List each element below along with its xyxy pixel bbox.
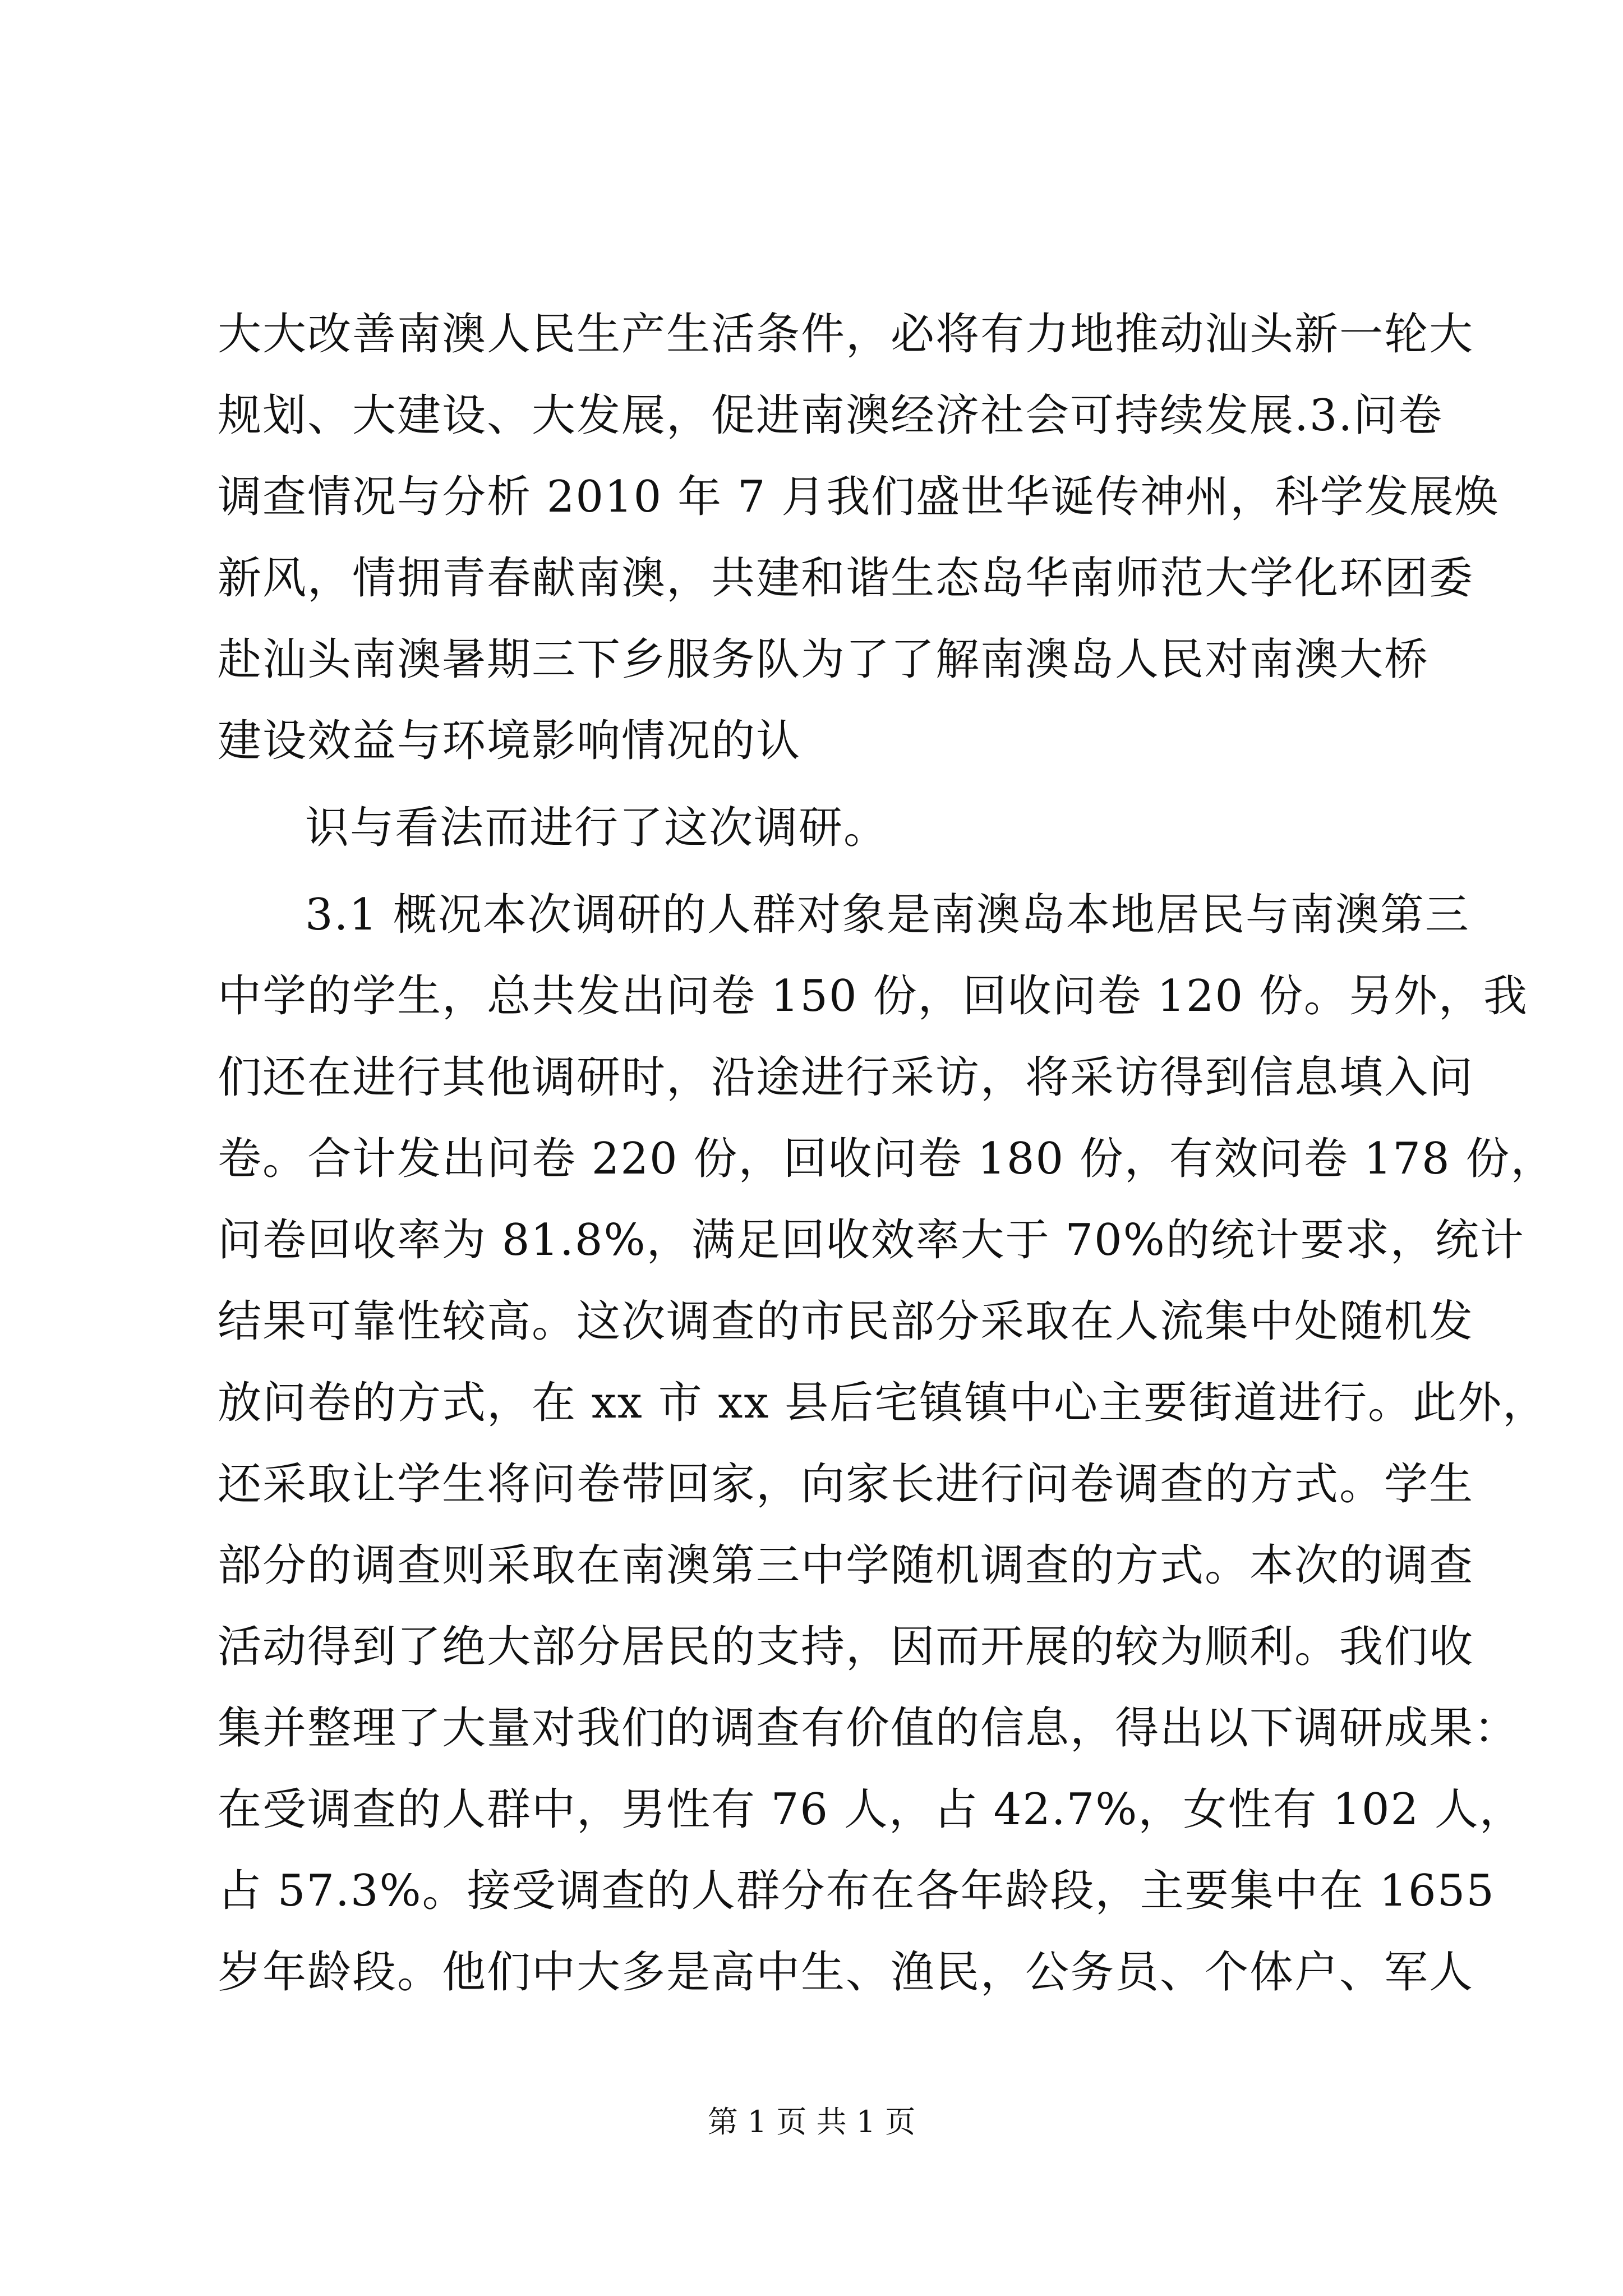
text-line: 结果可靠性较高。这次调查的市民部分采取在人流集中处随机发	[218, 1296, 1474, 1347]
text-line: 集并整理了大量对我们的调查有价值的信息，得出以下调研成果：	[218, 1703, 1519, 1754]
text-line: 岁年龄段。他们中大多是高中生、渔民，公务员、个体户、军人	[218, 1947, 1474, 1998]
text-line: 占 57.3%。接受调查的人群分布在各年龄段，主要集中在 1655	[218, 1866, 1495, 1916]
text-line: 卷。合计发出问卷 220 份，回收问卷 180 份，有效问卷 178 份，	[218, 1134, 1556, 1184]
text-line: 新风，情拥青春献南澳，共建和谐生态岛华南师范大学化环团委	[218, 553, 1474, 604]
text-line: 还采取让学生将问卷带回家，向家长进行问卷调查的方式。学生	[218, 1459, 1474, 1510]
text-line: 在受调查的人群中，男性有 76 人，占 42.7%，女性有 102 人，	[218, 1784, 1524, 1835]
paragraph-first-line: 3.1 概况本次调研的人群对象是南澳岛本地居民与南澳第三	[305, 890, 1470, 940]
text-line: 放问卷的方式，在 xx 市 xx 县后宅镇镇中心主要街道进行。此外，	[218, 1378, 1548, 1428]
page-footer: 第 1 页 共 1 页	[707, 2104, 916, 2139]
text-line: 中学的学生，总共发出问卷 150 份，回收问卷 120 份。另外，我	[218, 971, 1528, 1022]
text-line: 建设效益与环境影响情况的认	[218, 716, 801, 766]
text-line: 部分的调查则采取在南澳第三中学随机调查的方式。本次的调查	[218, 1540, 1474, 1591]
text-line: 规划、大建设、大发展，促进南澳经济社会可持续发展.3.问卷	[218, 390, 1444, 441]
text-line: 大大改善南澳人民生产生活条件，必将有力地推动汕头新一轮大	[218, 309, 1474, 360]
paragraph-first-line: 识与看法而进行了这次调研。	[305, 803, 889, 853]
text-line: 活动得到了绝大部分居民的支持，因而开展的较为顺利。我们收	[218, 1622, 1474, 1672]
text-line: 问卷回收率为 81.8%，满足回收效率大于 70%的统计要求，统计	[218, 1215, 1525, 1266]
text-line: 赴汕头南澳暑期三下乡服务队为了了解南澳岛人民对南澳大桥	[218, 634, 1430, 685]
text-line: 调查情况与分析 2010 年 7 月我们盛世华诞传神州，科学发展焕	[218, 472, 1500, 522]
text-line: 们还在进行其他调研时，沿途进行采访，将采访得到信息填入问	[218, 1052, 1474, 1103]
